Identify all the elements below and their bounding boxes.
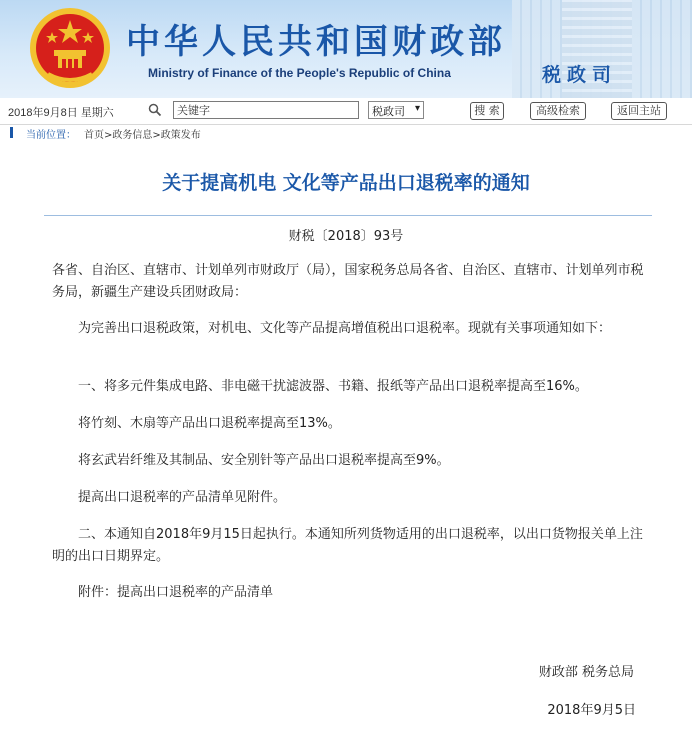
department-name: 税政司 [542, 64, 618, 86]
breadcrumb [0, 125, 692, 141]
scope-select-value: 税政司 [372, 105, 405, 118]
attachment-link[interactable]: 附件：提高出口退税率的产品清单 [78, 585, 274, 600]
return-home-button[interactable]: 返回主站 [611, 102, 667, 120]
article-paragraph: 提高出口退税率的产品清单见附件。 [78, 490, 287, 505]
article-paragraph: 一、将多元件集成电路、非电磁干扰滤波器、书籍、报纸等产品出口退税率提高至16%。 [78, 379, 588, 394]
search-input[interactable] [173, 101, 359, 119]
document-number: 财税〔2018〕93号 [288, 229, 404, 244]
current-date: 2018年9月8日 星期六 [8, 107, 114, 119]
advanced-search-button[interactable]: 高级检索 [530, 102, 586, 120]
article-paragraph: 二、本通知自2018年9月15日起执行。本通知所列货物适用的出口退税率，以出口货物报关单上注明的出口日期界定。 [52, 527, 643, 564]
site-title: 中华人民共和国财政部 [126, 22, 506, 62]
title-divider [44, 215, 652, 216]
national-emblem-icon [28, 6, 112, 90]
search-button[interactable]: 搜 索 [470, 102, 504, 120]
breadcrumb-path[interactable]: 首页>政务信息>政策发布 [84, 130, 201, 141]
article-paragraph: 将玄武岩纤维及其制品、安全别针等产品出口退税率提高至9%。 [78, 453, 450, 468]
magnifier-icon [148, 103, 162, 117]
article-paragraph: 为完善出口退税政策，对机电、文化等产品提高增值税出口退税率。现就有关事项通知如下： [78, 321, 612, 336]
breadcrumb-label: 当前位置： [26, 130, 76, 141]
chevron-down-icon: ▾ [414, 103, 420, 114]
breadcrumb-marker [10, 127, 13, 138]
signature-date: 2018年9月5日 [547, 703, 636, 718]
signature: 财政部 税务总局 [538, 665, 634, 680]
article-paragraph: 将竹刻、木扇等产品出口退税率提高至13%。 [78, 416, 341, 431]
toolbar [0, 98, 692, 125]
article-title: 关于提高机电 文化等产品出口退税率的通知 [162, 172, 530, 194]
site-banner [0, 0, 692, 98]
scope-select[interactable] [368, 101, 424, 119]
article-paragraph: 各省、自治区、直辖市、计划单列市财政厅（局），国家税务总局各省、自治区、直辖市、计划单列市税务局，新疆生产建设兵团财政局： [52, 263, 644, 300]
site-title-english: Ministry of Finance of the People's Republic of China [148, 66, 451, 80]
